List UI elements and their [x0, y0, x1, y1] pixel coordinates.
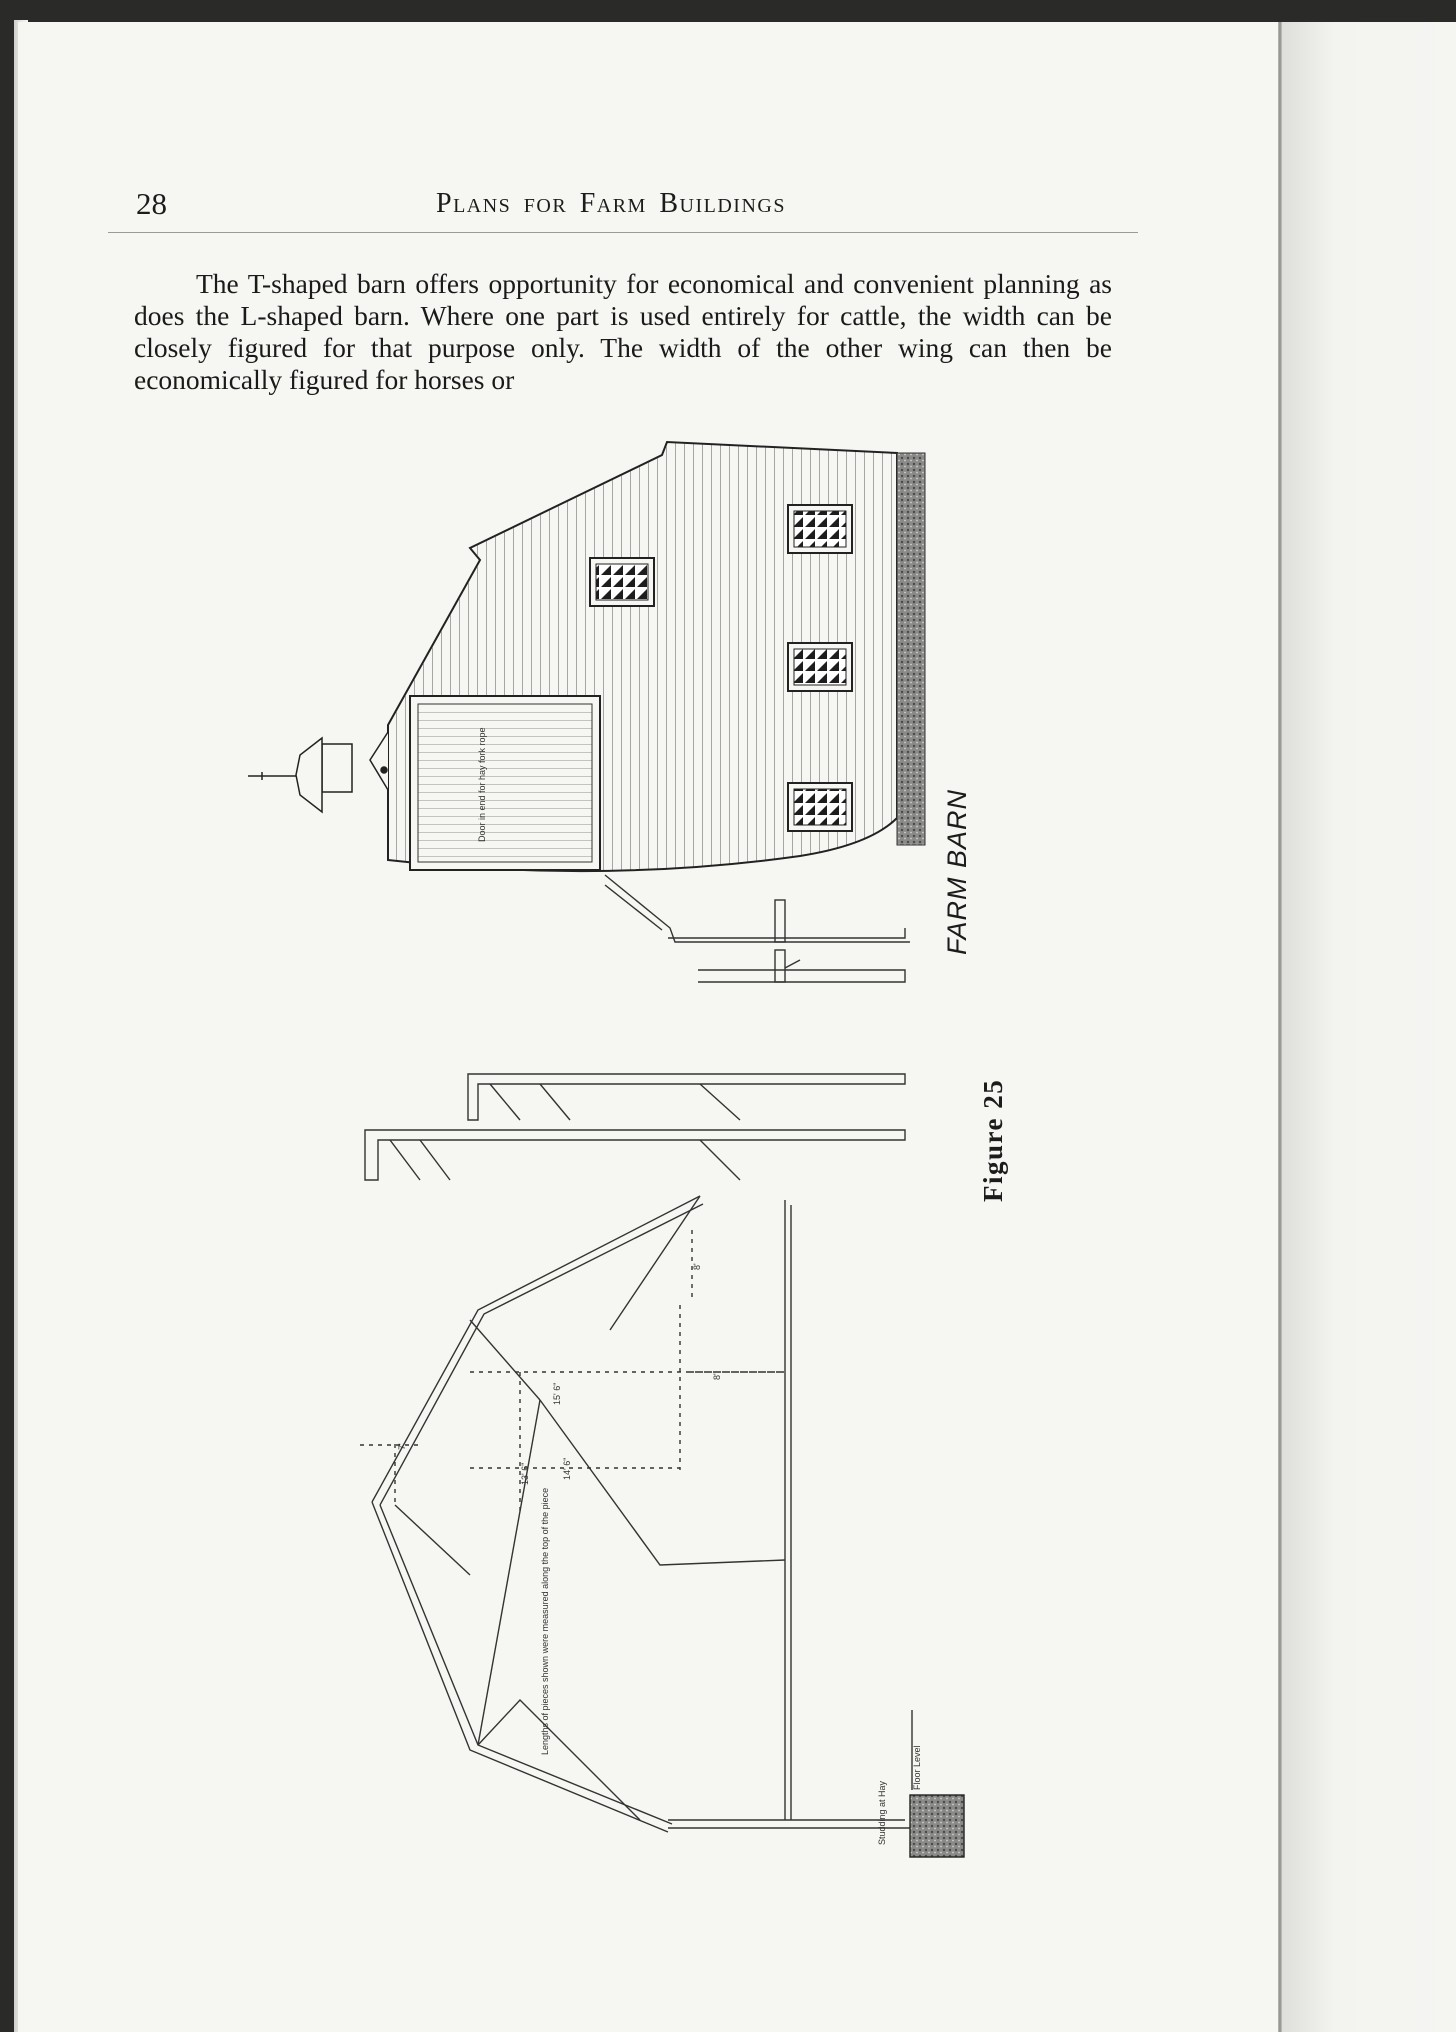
barn-elevation: [248, 442, 925, 871]
lengths-note: Lengths of pieces shown were measured along the top of the piece: [540, 1487, 550, 1755]
floor-level-label: Floor Level: [912, 1745, 922, 1790]
dim-label: 8': [692, 1263, 702, 1270]
cupola: [248, 732, 388, 812]
farm-barn-label: FARM BARN: [942, 788, 972, 955]
dim-label: 15' 6": [552, 1382, 562, 1405]
barn-window: [590, 558, 654, 606]
dim-label: 7': [397, 1443, 407, 1450]
body-paragraph: The T-shaped barn offers opportunity for economical and convenient planning as does the L-shaped barn. Where one part is used entirely for cattle, the width can be closely figured for that purpose only. The width of the other wing can then be economically figured for horses or: [134, 268, 1112, 395]
figure-caption: Figure 25: [978, 1078, 1008, 1202]
page-number: 28: [136, 186, 167, 221]
dim-label: 8': [712, 1373, 722, 1380]
barn-window: [788, 643, 852, 691]
dim-label: 14' 6": [562, 1457, 572, 1480]
door-note: Door in end for hay fork rope: [477, 727, 487, 842]
running-title: Plans for Farm Buildings: [436, 188, 786, 219]
studding-label: Studding at Hay: [877, 1780, 887, 1845]
barn-window: [788, 783, 852, 831]
dim-label: 13' 6": [520, 1462, 530, 1485]
barn-window: [788, 505, 852, 553]
roof-truss-section: [360, 1196, 964, 1857]
framing-details: [365, 875, 910, 1180]
